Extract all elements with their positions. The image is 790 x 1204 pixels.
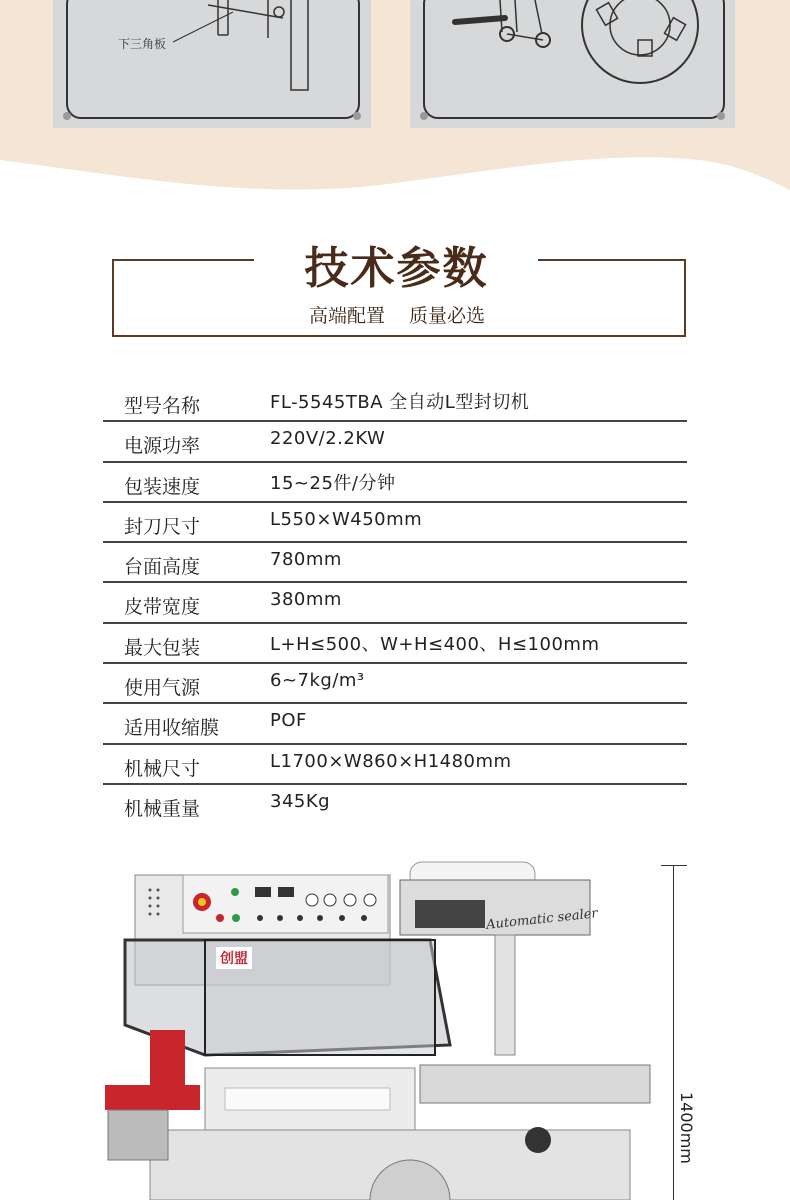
spec-label: 型号名称 — [124, 395, 201, 417]
spec-row — [103, 664, 687, 704]
diagram-panel-right — [410, 0, 735, 128]
spec-row — [103, 382, 687, 422]
diagram-label-triangle-plate: 下三角板 — [118, 37, 167, 51]
spec-row — [103, 463, 687, 503]
triangle-plate-diagram — [53, 0, 371, 128]
spec-value: 345Kg — [270, 790, 331, 812]
spec-value: L1700×W860×H1480mm — [270, 750, 512, 772]
spec-value: FL-5545TBA 全自动L型封切机 — [270, 392, 530, 413]
machine-script-label: Automatic sealer — [485, 906, 599, 933]
spec-value: 6~7kg/m³ — [270, 670, 365, 692]
spec-row — [103, 704, 687, 744]
spec-label: 台面高度 — [124, 556, 201, 579]
spec-label: 适用收缩膜 — [124, 717, 220, 740]
spec-value: L550×W450mm — [270, 508, 423, 530]
section-subtitle: 高端配置 质量必选 — [308, 305, 486, 327]
diagram-panel-left — [53, 0, 371, 128]
spec-table — [103, 382, 687, 823]
roller-diagram — [410, 0, 735, 128]
spec-label: 使用气源 — [124, 677, 201, 700]
spec-value: 780mm — [270, 549, 342, 571]
spec-row — [103, 422, 687, 462]
spec-label: 最大包装 — [124, 636, 201, 659]
machine-illustration — [0, 840, 790, 1200]
spec-value: L+H≤500、W+H≤400、H≤100mm — [270, 633, 600, 655]
spec-label: 包装速度 — [124, 475, 201, 498]
section-title: 技术参数 — [304, 243, 489, 294]
spec-row — [103, 624, 687, 664]
dimension-line — [673, 865, 674, 1200]
dimension-tick — [661, 865, 687, 866]
spec-value: 220V/2.2KW — [270, 428, 386, 450]
spec-label: 机械尺寸 — [124, 757, 201, 780]
spec-row — [103, 785, 687, 823]
spec-row — [103, 745, 687, 785]
spec-value: POF — [270, 710, 307, 732]
spec-label: 皮带宽度 — [124, 596, 201, 619]
height-dimension-label: 1400mm — [677, 1092, 696, 1164]
spec-row — [103, 583, 687, 623]
brand-logo: 创盟 — [216, 947, 252, 969]
spec-label: 电源功率 — [124, 435, 201, 458]
spec-row — [103, 543, 687, 583]
top-banner — [0, 0, 790, 215]
spec-value: 15~25件/分钟 — [270, 472, 396, 494]
spec-label: 封刀尺寸 — [124, 515, 201, 538]
spec-label: 机械重量 — [124, 797, 201, 820]
sealing-machine-image — [0, 840, 790, 1200]
spec-value: 380mm — [270, 589, 342, 611]
spec-row — [103, 503, 687, 543]
